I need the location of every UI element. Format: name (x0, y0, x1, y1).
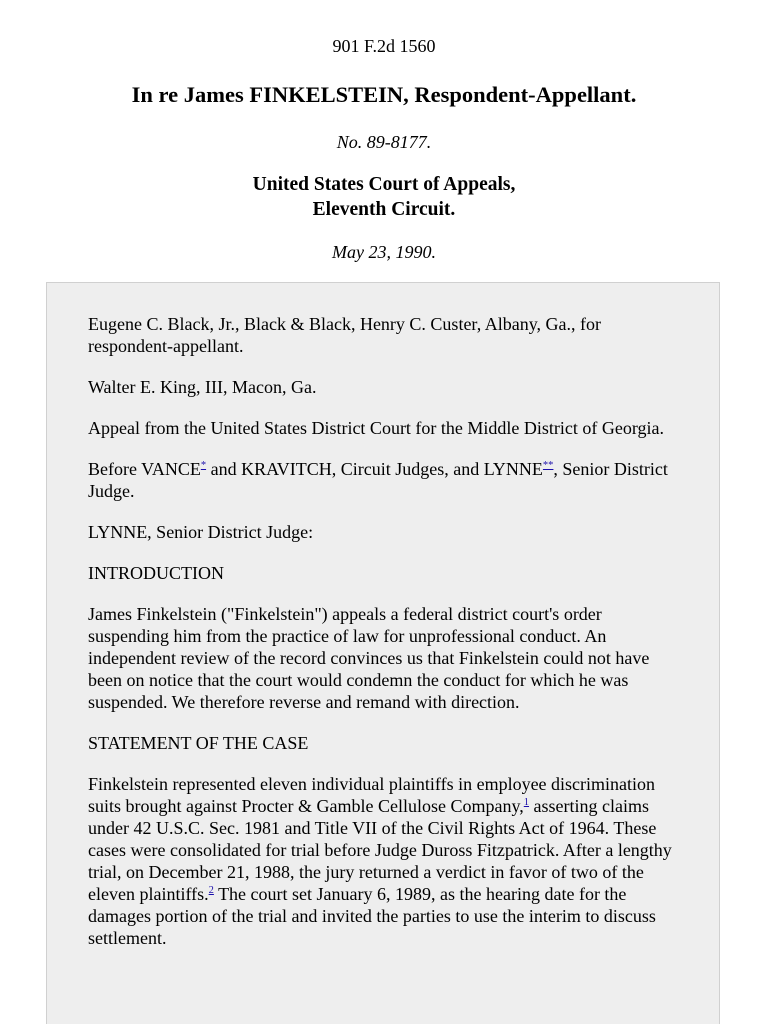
decision-date: May 23, 1990. (332, 242, 436, 262)
footnote-link-2[interactable]: 2 (208, 885, 214, 896)
counsel-appellant: Eugene C. Black, Jr., Black & Black, Henry C. Custer, Albany, Ga., for respondent-appellant. (88, 314, 602, 356)
case-title: In re James FINKELSTEIN, Respondent-Appellant. (131, 82, 637, 107)
court-name-line-2: Eleventh Circuit. (312, 199, 456, 220)
footnote-link-1[interactable]: 1 (523, 797, 530, 808)
statement-text-part-3: The court set January 6, 1989, as the hearing date for the damages portion of the trial and invited the parties to use the interim to discuss settlement. (88, 884, 656, 948)
opinion-panel (46, 282, 720, 1024)
panel-before-text: Before VANCE (88, 459, 201, 479)
panel-end-text: , Senior District Judge. (88, 459, 668, 501)
panel-judges (88, 458, 680, 502)
panel-middle-text: and KRAVITCH, Circuit Judges, and LYNNE (206, 459, 543, 479)
statement-text-part-1: Finkelstein represented eleven individual plaintiffs in employee discrimination suits brought against Procter & Gamble Cellulose Company, (88, 774, 656, 816)
statement-text-part-2: asserting claims under 42 U.S.C. Sec. 1981 and Title VII of the Civil Rights Act of 1964. These cases were consolidated for trial before Judge Duross Fitzpatrick. After a lengthy trial, on December 21, 1988, the jury returned a verdict in favor of two of the eleven plaintiffs. (88, 796, 672, 904)
footnote-link-lynne[interactable]: ** (542, 460, 554, 471)
footnote-link-vance[interactable]: * (200, 460, 207, 471)
court-name-line-1: United States Court of Appeals, (252, 174, 516, 195)
appeal-source: Appeal from the United States District Court for the Middle District of Georgia. (88, 418, 665, 438)
section-heading-introduction: INTRODUCTION (88, 563, 224, 583)
counsel-appellee: Walter E. King, III, Macon, Ga. (88, 377, 317, 397)
opinion-author: LYNNE, Senior District Judge: (88, 522, 314, 542)
case-citation: 901 F.2d 1560 (332, 36, 436, 56)
opinion-text (88, 313, 680, 968)
introduction-paragraph: James Finkelstein ("Finkelstein") appeals a federal district court's order suspending him from the practice of law for unprofessional conduct. An independent review of the record convinces us that Finkelstein could not have been on notice that the court would condemn the conduct for which he was suspended. We therefore reverse and remand with direction. (88, 604, 650, 712)
docket-number: No. 89-8177. (336, 132, 432, 152)
statement-paragraph (88, 773, 680, 949)
section-heading-statement: STATEMENT OF THE CASE (88, 733, 309, 753)
court-name (0, 172, 768, 222)
